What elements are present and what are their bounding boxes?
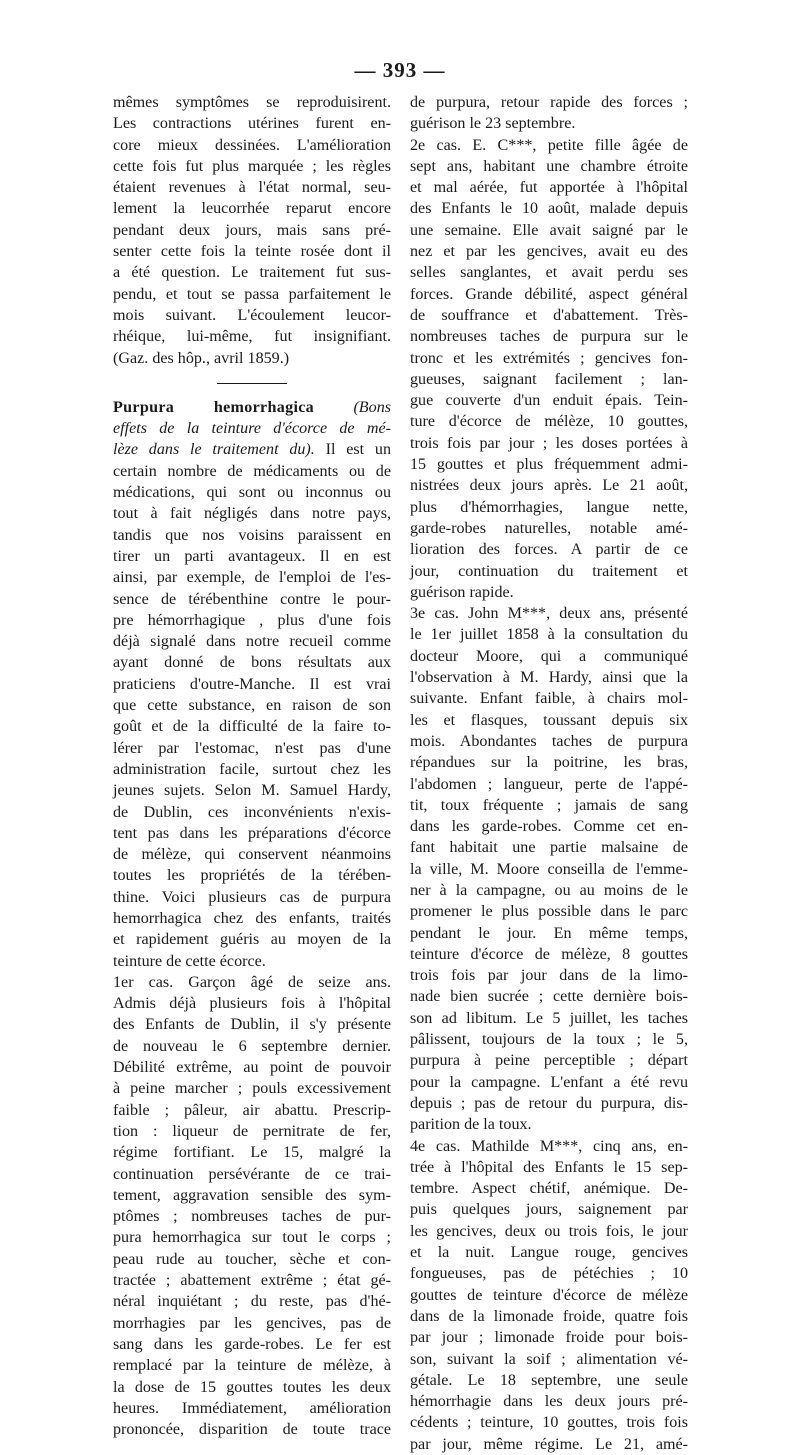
text-line: trois fois par jour ; les doses portées à [410,434,688,452]
text-line: a été question. Le traitement fut sus- [113,264,391,282]
text-line: goût et de la difficulté de la faire to- [113,718,391,736]
text-line: des Enfants de Dublin, il s'y présente [113,1016,391,1034]
text-line: de mélèze, qui conservent néanmoins [113,846,391,864]
text-line: néral inquiétant ; du reste, pas d'hé- [113,1293,391,1311]
text-line: selles sanglantes, et avait perdu ses [410,264,688,282]
text-line: gétale. Le 18 septembre, une seule [410,1371,688,1389]
text-line: morrhagies par les gencives, pas de [113,1314,391,1332]
text-line: jeunes sujets. Selon M. Samuel Hardy, [113,782,391,800]
text-line: et rapidement guéris au moyen de la [113,931,391,949]
text-line: par jour, même régime. Le 21, amé- [410,1435,688,1453]
text-line: l'abdomen ; langueur, perte de l'appé- [410,775,688,793]
left-paragraph-1 [113,92,391,369]
article-subtitle-line: effets de la teinture d'écorce de mé- [113,420,391,438]
text-line: core mieux dessinées. L'amélioration [113,136,391,154]
text-line: faible ; pâleur, air abattu. Prescrip- [113,1101,391,1119]
text-line: praticiens d'outre-Manche. Il est vrai [113,675,391,693]
text-line: remplacé par la teinture de mélèze, à [113,1357,391,1375]
text-line: pre hémorrhagique , plus d'une fois [113,611,391,629]
text-line: régime fortifiant. Le 15, malgré la [113,1144,391,1162]
text-line: mois. Abondantes taches de purpura [410,732,688,750]
text-line: à peine marcher ; pouls excessivement [113,1080,391,1098]
text-line: étaient revenues à l'état normal, seu- [113,179,391,197]
text-line: une semaine. Elle avait saigné par le [410,221,688,239]
text-line: que cette substance, en raison de son [113,697,391,715]
text-line: son ad libitum. Le 5 juillet, les taches [410,1009,688,1027]
text-line: gue couverte d'un enduit épais. Tein- [410,392,688,410]
text-line: répandues sur la poitrine, les bras, [410,754,688,772]
text-line: lioration des forces. A partir de ce [410,541,688,559]
text-line: médications, qui sont ou inconnus ou [113,484,391,502]
text-line: sang dans les garde-robes. Le fer est [113,1335,391,1353]
text-line: continuation persévérante de ce trai- [113,1165,391,1183]
text-line: l'observation à M. Hardy, ainsi que la [410,669,688,687]
text-line: pura hemorrhagica sur tout le corps ; [113,1229,391,1247]
case-1-paragraph [113,972,391,1441]
text-line: son, suivant la soif ; alimentation vé- [410,1350,688,1368]
text-line: promener le plus possible dans le parc [410,903,688,921]
article-subtitle-start: (Bons [353,398,391,416]
text-line: toutes les propriétés de la térében- [113,867,391,885]
text-line: tronc et les extrémités ; gencives fon- [410,349,688,367]
text-line: dans de la limonade froide, quatre fois [410,1307,688,1325]
text-line: tement, aggravation sensible des sym- [113,1186,391,1204]
text-line: la ville, M. Moore conseilla de l'emme- [410,860,688,878]
section-divider [217,383,287,384]
text-line: 1er cas. Garçon âgé de seize ans. [113,973,391,991]
text-line: 4e cas. Mathilde M***, cinq ans, en- [410,1137,688,1155]
article-intro-start: Il est un [325,441,392,459]
text-line: lement la leucorrhée reparut encore [113,200,391,218]
text-line: mêmes symptômes se reproduisirent. [113,94,391,111]
text-line: thine. Voici plusieurs cas de purpura [113,888,391,906]
text-line: jour, continuation du traitement et [410,562,688,580]
text-line: tirer un parti avantageux. Il en est [113,547,391,565]
left-paragraph-2 [113,461,391,972]
text-line: 2e cas. E. C***, petite fille âgée de [410,136,688,154]
text-line: et mal aérée, fut apportée à l'hôpital [410,179,688,197]
article-heading [113,397,391,461]
text-line: de Dublin, ces inconvénients n'exis- [113,803,391,821]
text-line: sence de térébenthine contre le pour- [113,590,391,608]
text-line: tit, toux fréquente ; jamais de sang [410,796,688,814]
text-line: tout à fait négligés dans notre pays, [113,505,391,523]
text-line: cédents ; teinture, 10 gouttes, trois fois [410,1414,688,1432]
text-line: la dose de 15 gouttes toutes les deux [113,1378,391,1396]
text-line: Débilité extrême, au point de pouvoir [113,1059,391,1077]
text-line: ptômes ; nombreuses taches de pur- [113,1208,391,1226]
text-line: lérer par l'estomac, n'est pas d'une [113,739,391,757]
text-line: teinture d'écorce de mélèze, 8 gouttes [410,945,688,963]
text-line: parition de la toux. [410,1116,532,1134]
text-line: dans les garde-robes. Comme cet en- [410,818,688,836]
text-line: depuis ; pas de retour du purpura, dis- [410,1094,688,1112]
text-line: guérison rapide. [410,583,514,601]
article-subtitle-end: lèze dans le traitement du). [113,441,315,459]
text-line: nistrées deux jours après. Le 21 août, [410,477,688,495]
text-line: les et flasques, toussant depuis six [410,711,688,729]
text-line: hémorrhagie dans les deux jours pré- [410,1393,688,1411]
text-line: teinture de cette écorce. [113,952,266,970]
text-line: cette fois fut plus marquée ; les règles [113,157,391,175]
text-line: gouttes de teinture d'écorce de mélèze [410,1286,688,1304]
text-line: déjà signalé dans notre recueil comme [113,633,391,651]
text-line: de nouveau le 6 septembre dernier. [113,1037,391,1055]
text-line: garde-robes naturelles, notable amé- [410,519,688,537]
page-number: — 393 — [354,58,446,82]
text-line: tent pas dans les préparations d'écorce [113,824,391,842]
text-line: hemorrhagica chez des enfants, traités [113,909,391,927]
text-line: 15 gouttes et plus fréquemment admi- [410,456,688,474]
text-line: tandis que nos voisins paraissent en [113,526,391,544]
text-line: pendant deux jours, mais sans pré- [113,221,391,239]
text-line: trée à l'hôpital des Enfants le 15 sep- [410,1158,688,1176]
text-line: gueuses, saignant facilement ; lan- [410,370,688,388]
text-line: pendu, et tout se passa parfaitement le [113,285,391,303]
text-line: nez et par les gencives, avait eu des [410,243,688,261]
text-line: nombreuses taches de purpura sur le [410,328,688,346]
right-column [410,92,688,1455]
text-line: (Gaz. des hôp., avril 1859.) [113,349,290,367]
text-line: puis quelques jours, saignement par [410,1201,688,1219]
text-line: administration facile, surtout chez les [113,760,391,778]
text-line: de purpura, retour rapide des forces ; [410,94,688,111]
article-title: Purpura hemorrhagica [113,398,314,416]
text-line: heures. Immédiatement, amélioration [113,1399,391,1417]
text-line: peau rude au toucher, sèche et con- [113,1250,391,1268]
text-line: trois fois par jour dans de la limo- [410,967,688,985]
text-line: ayant donné de bons résultats aux [113,654,391,672]
text-line: mois suivant. L'écoulement leucor- [113,306,391,324]
text-line: guérison le 23 septembre. [410,115,576,133]
text-line: nade bien sucrée ; cette dernière bois- [410,988,688,1006]
text-line: Admis déjà plusieurs fois à l'hôpital [113,995,391,1013]
text-line: ture d'écorce de mélèze, 10 gouttes, [410,413,688,431]
text-line: le 1er juillet 1858 à la consultation du [410,626,688,644]
text-line: tembre. Aspect chétif, anémique. De- [410,1180,688,1198]
left-column [113,92,391,1440]
text-line: certain nombre de médicaments ou de [113,462,391,480]
text-line: de souffrance et d'abattement. Très- [410,306,688,324]
text-line: plus d'hémorrhagies, langue nette, [410,498,688,516]
text-line: des Enfants le 10 août, malade depuis [410,200,688,218]
text-line: pâlissent, toujours de la toux ; le 5, [410,1031,688,1049]
text-line: prononcée, disparition de toute trace [113,1421,391,1439]
text-line: sept ans, habitant une chambre étroite [410,157,688,175]
text-line: 3e cas. John M***, deux ans, présenté [410,605,688,623]
text-line: suivante. Enfant faible, à chairs mol- [410,690,688,708]
text-line: et la nuit. Langue rouge, gencives [410,1244,688,1262]
text-line: senter cette fois la teinte rosée dont il [113,243,391,261]
text-line: pendant le jour. En même temps, [410,924,688,942]
text-line: ner à la campagne, ou au moins de le [410,881,688,899]
text-line: par jour ; limonade froide pour bois- [410,1329,688,1347]
text-line: Les contractions utérines furent en- [113,115,391,133]
text-line: purpura à peine perceptible ; départ [410,1052,688,1070]
text-line: docteur Moore, qui a communiqué [410,647,688,665]
text-line: tion : liqueur de pernitrate de fer, [113,1122,391,1140]
text-line: les gencives, deux ou trois fois, le jour [410,1222,688,1240]
text-line: tractée ; abattement extrême ; état gé- [113,1272,391,1290]
text-line: fant habitait une partie malsaine de [410,839,688,857]
text-line: rhéique, lui-même, fut insignifiant. [113,328,391,346]
text-line: forces. Grande débilité, aspect général [410,285,688,303]
right-column-text [410,92,688,1455]
text-line: ainsi, par exemple, de l'emploi de l'es- [113,569,391,587]
text-line: pour la campagne. L'enfant a été revu [410,1073,688,1091]
text-line: fongueuses, pas de pétéchies ; 10 [410,1265,688,1283]
